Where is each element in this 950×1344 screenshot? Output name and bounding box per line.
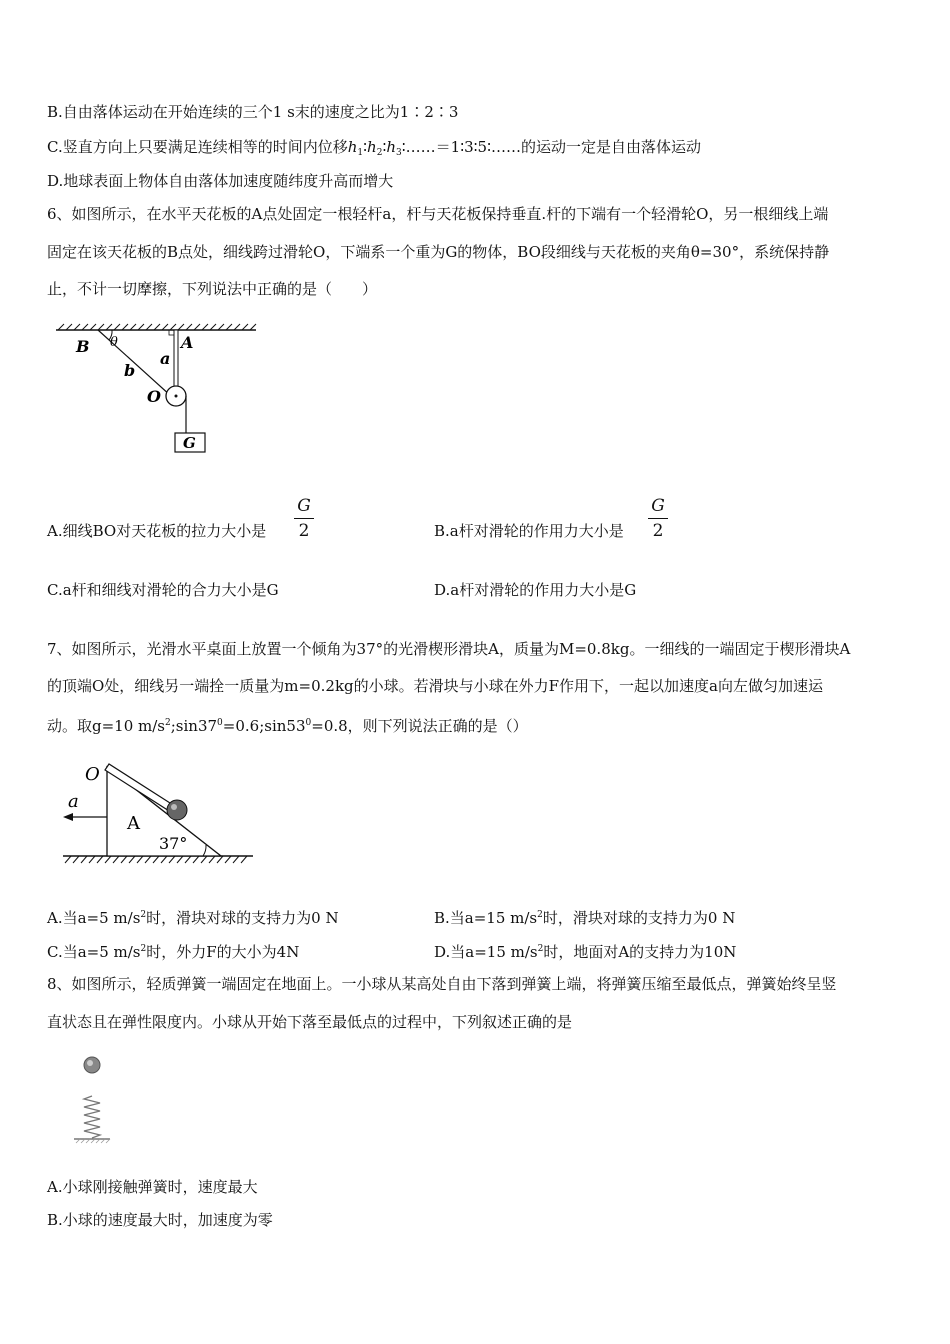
q7-option-d: D.当a=15 $m/s^2$时，地面对A的支持力为10N <box>434 943 737 961</box>
q7-option-d-prefix: D.当a=15 m/s <box>434 943 538 961</box>
q7-stem-line2: 的顶端O处，细线另一端拴一质量为m=0.2kg的小球。若滑块与小球在外力F作用下，一起以加速度a向左做匀加速运 <box>47 677 823 695</box>
q7-option-c-prefix: C.当a=5 m/s <box>47 943 141 961</box>
q5-option-c: C.竖直方向上只要满足连续相等的时间内位移$h_1∶h_2∶h_3∶\dots\dots=1∶3∶5∶\dots\dots$的运动一定是自由落体运动 <box>47 138 701 158</box>
q7-option-a-prefix: A.当a=5 m/s <box>47 909 141 927</box>
q7-stem-line1: 7、如图所示，光滑水平桌面上放置一个倾角为37°的光滑楔形滑块A，质量为M=0.8kg。一细线的一端固定于楔形滑块A <box>47 640 851 658</box>
q7-stem-line3-c: =0.6;sin53 <box>222 717 306 735</box>
q6-stem-line3: 止，不计一切摩擦，下列说法中正确的是（ ） <box>47 280 378 298</box>
ball-m <box>167 800 187 820</box>
q7-stem-line3: 动。取g=10 $m/s^2;\sin 37^0=0.6;\sin 53^0=0.8$，则下列说法正确的是（） <box>47 717 528 735</box>
q6-stem-line1: 6、如图所示，在水平天花板的A点处固定一根轻杆a，杆与天花板保持垂直.杆的下端有一个轻滑轮O，另一根细线上端 <box>47 205 829 223</box>
q6-option-c: C.a杆和细线对滑轮的合力大小是G <box>47 581 279 599</box>
q8-option-a: A.小球刚接触弹簧时，速度最大 <box>47 1178 258 1196</box>
q7-option-d-suffix: 时，地面对A的支持力为10N <box>543 943 737 961</box>
q7-option-b-prefix: B.当a=15 m/s <box>434 909 538 927</box>
q7-wedge-figure <box>55 755 260 865</box>
q6-option-a: A.细线BO对天花板的拉力大小是 <box>47 522 267 540</box>
q7-option-b-suffix: 时，滑块对球的支持力为0 N <box>542 909 736 927</box>
q7-stem-line3-d: =0.8，则下列说法正确的是（） <box>311 717 528 735</box>
q6-stem-line2: 固定在该天花板的B点处，细线跨过滑轮O，下端系一个重为G的物体，BO段细线与天花板的夹角θ=30°，系统保持静 <box>47 243 830 261</box>
q7-stem-line3-a: 动。取g=10 m/s <box>47 717 166 735</box>
q7-stem-line3-b: ;sin37 <box>170 717 218 735</box>
fraction-denominator: 2 <box>298 521 310 541</box>
spring <box>84 1096 100 1138</box>
q5-option-b: B.自由落体运动在开始连续的三个1 s末的速度之比为1∶2∶3 <box>47 103 459 121</box>
q7-option-b: B.当a=15 $m/s^2$时，滑块对球的支持力为0 N <box>434 909 736 927</box>
label-acceleration: a <box>68 791 79 812</box>
label-o-point: O <box>85 764 100 785</box>
q7-option-a-suffix: 时，滑块对球的支持力为0 N <box>146 909 339 927</box>
q8-option-b: B.小球的速度最大时，加速度为零 <box>47 1211 273 1229</box>
label-angle: 37° <box>159 834 188 853</box>
label-string-b: b <box>124 361 136 380</box>
fraction-numerator: G <box>651 496 665 516</box>
q8-stem-line2: 直状态且在弹性限度内。小球从开始下落至最低点的过程中，下列叙述正确的是 <box>47 1013 573 1031</box>
q6-option-a-fraction <box>294 496 314 541</box>
q6-option-b-fraction <box>648 496 668 541</box>
label-g-weight: G <box>183 434 196 452</box>
q7-option-c: C.当a=5 $m/s^2$时，外力F的大小为4N <box>47 943 300 961</box>
label-a-point: A <box>181 333 194 352</box>
label-b-point: B <box>76 337 90 356</box>
q5-option-d: D.地球表面上物体自由落体加速度随纬度升高而增大 <box>47 172 394 190</box>
q6-option-d: D.a杆对滑轮的作用力大小是G <box>434 581 637 599</box>
q7-option-c-suffix: 时，外力F的大小为4N <box>146 943 300 961</box>
fraction-denominator: 2 <box>652 521 664 541</box>
label-rod-a: a <box>160 349 171 368</box>
label-o-point: O <box>147 387 161 406</box>
q7-option-a: A.当a=5 $m/s^2$时，滑块对球的支持力为0 N <box>47 909 339 927</box>
q8-stem-line1: 8、如图所示，轻质弹簧一端固定在地面上。一小球从某高处自由下落到弹簧上端，将弹簧压缩至最低点，弹簧始终呈竖 <box>47 975 837 993</box>
label-theta: θ <box>110 335 118 350</box>
q5-option-c-prefix: C.竖直方向上只要满足连续相等的时间内位移 <box>47 138 348 156</box>
q8-spring-figure <box>70 1052 120 1148</box>
label-wedge-a: A <box>127 813 140 834</box>
fraction-numerator: G <box>297 496 311 516</box>
q6-pulley-figure <box>50 318 265 463</box>
q5-option-c-suffix: ……＝1∶3∶5∶……的运动一定是自由落体运动 <box>405 138 701 156</box>
q6-option-b: B.a杆对滑轮的作用力大小是 <box>434 522 624 540</box>
